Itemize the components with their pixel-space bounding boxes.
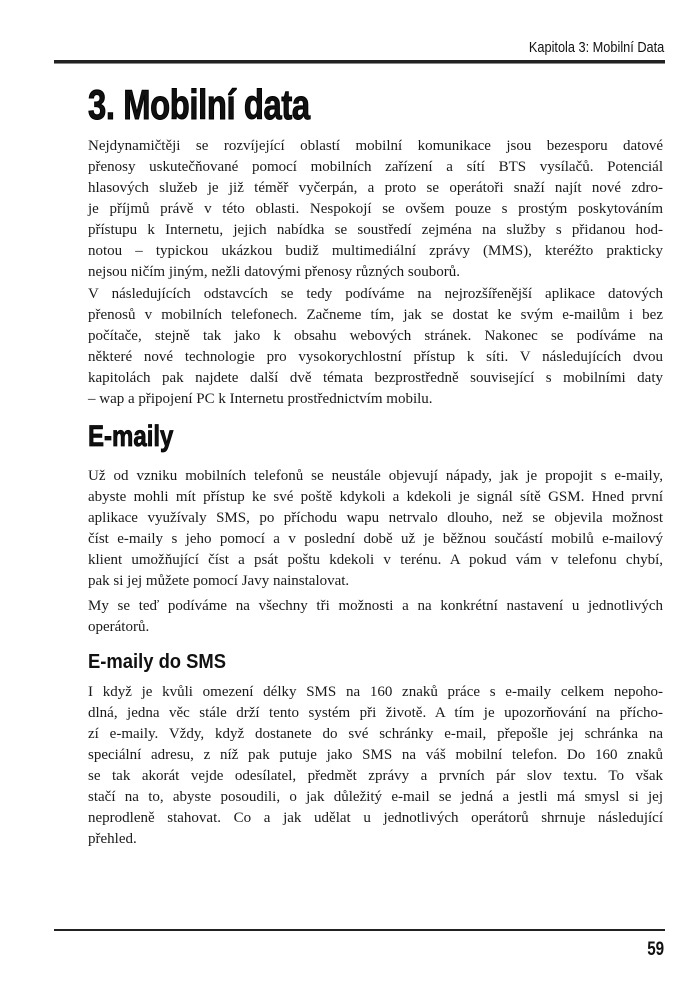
paragraph [88, 284, 663, 410]
text-line: nejsou ničím jiným, nežli datovými přenosy různých souborů. [88, 264, 461, 280]
text-line: přenosy uskutečňované pomocí mobilních zařízení a sítí BTS vysílačů. Potenciál [88, 159, 663, 175]
text-line: některé nové technologie pro vysokorychlostní přístup k síti. V následujících dvou [88, 349, 663, 365]
chapter-title: 3. Mobilní data [88, 81, 310, 128]
page-number: 59 [647, 939, 664, 960]
text-line: číst e-maily s jeho pomocí a v poslední době už je běžnou součástí mobilů e-mailový [88, 531, 663, 547]
text-line: zí e-maily. Vždy, když dostanete do své schránky e-mail, přepošle jej schránka na [88, 726, 663, 742]
text-line: Už od vzniku mobilních telefonů se neustále objevují nápady, jak je propojit s e-maily, [88, 468, 663, 484]
footer-rule [54, 929, 665, 931]
text-line: klient umožňující číst a psát poštu kdekoli v terénu. A pokud vám v telefonu chybí, [88, 552, 663, 568]
section-heading-emaily: E-maily [88, 420, 174, 453]
text-line: My se teď podíváme na všechny tři možnosti a na konkrétní nastavení u jednotlivých [88, 598, 663, 614]
header-rule [54, 60, 665, 64]
text-line: – wap a připojení PC k Internetu prostřednictvím mobilu. [88, 391, 433, 407]
running-header: Kapitola 3: Mobilní Data [528, 39, 664, 56]
text-line: V následujících odstavcích se tedy podíváme na nejrozšířenější aplikace datových [88, 286, 663, 302]
text-line: kapitolách pak najdete další dvě témata bezprostředně související s mobilními daty [88, 370, 663, 386]
text-line: notou – typickou ukázkou budiž multimediální zprávy (MMS), kteréžto prakticky [88, 243, 663, 259]
text-line: abyste mohli mít přístup ke své poště kdykoli a kdekoli je signál sítě GSM. Hned první [88, 489, 663, 505]
text-line: pak si jej můžete pomocí Javy nainstalovat. [88, 573, 350, 589]
subsection-heading-emaily-do-sms: E-maily do SMS [88, 651, 227, 673]
text-line: aplikace využívaly SMS, po příchodu wapu netrvalo dlouho, než se objevila možnost [88, 510, 663, 526]
paragraph [88, 136, 663, 283]
text-line: je příjmů právě v této oblasti. Nespokojí se ovšem pouze s prostým poskytováním [88, 201, 663, 217]
text-line: přístupu k Internetu, jejich nabídka se soustředí zejména na služby s přidanou hod- [88, 222, 663, 238]
text-line: přenosů v mobilních telefonech. Začneme tím, jak se dostat ke svým e-mailům i bez [88, 307, 663, 323]
paragraph [88, 466, 663, 592]
paragraph [88, 596, 663, 638]
text-line: stačí na to, abyste posoudili, o jak důležitý e-mail se jedná a jestli má smysl si jej [88, 789, 663, 805]
paragraph [88, 682, 663, 850]
text-line: se tak akorát vejde odesílatel, předmět zprávy a prvních pár slov textu. To však [88, 768, 663, 784]
text-line: dlná, jedna věc stále drží tento systém při životě. A tím je upozorňování na přícho- [88, 705, 663, 721]
text-line: operátorů. [88, 619, 150, 635]
text-line: hlasových služeb je již téměř vyčerpán, a proto se operátoři snaží najít nové zdro- [88, 180, 663, 196]
text-line: neprodleně stahovat. Co a jak udělat u jednotlivých operátorů shrnuje následující [88, 810, 663, 826]
text-line: počítače, stejně tak jako k obsahu webových stránek. Nakonec se podíváme na [88, 328, 663, 344]
text-line: I když je kvůli omezení délky SMS na 160 znaků práce s e-maily celkem nepoho- [88, 684, 663, 700]
text-line: Nejdynamičtěji se rozvíjející oblastí mobilní komunikace jsou bezesporu datové [88, 138, 663, 154]
text-line: přehled. [88, 831, 137, 847]
text-line: speciální adresu, z níž pak putuje jako SMS na váš mobilní telefon. Do 160 znaků [88, 747, 663, 763]
